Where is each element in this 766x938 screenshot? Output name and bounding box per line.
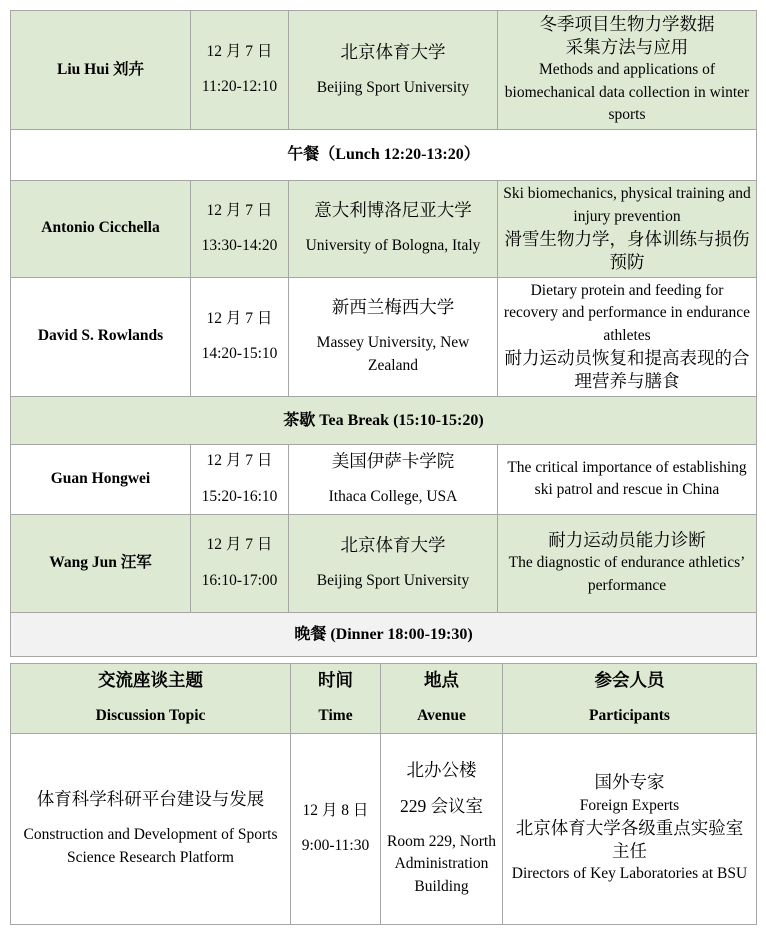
affiliation-en: University of Bologna, Italy xyxy=(305,237,481,255)
topic-line: 采集方法与应用 xyxy=(565,37,689,58)
session-date: 12 月 7 日 xyxy=(206,42,273,60)
session-datetime-cell xyxy=(191,277,289,396)
discussion-time: 9:00-11:30 xyxy=(301,837,370,855)
table-row xyxy=(11,180,757,277)
speaker-name-cell: David S. Rowlands xyxy=(11,277,191,396)
tea-break-cell: 茶歇 Tea Break (15:10-15:20) xyxy=(11,396,757,444)
lunch-break-cell: 午餐（Lunch 12:20-13:20） xyxy=(11,129,757,180)
table-row xyxy=(11,612,757,656)
avenue-line: 北办公楼 xyxy=(406,759,477,780)
discussion-avenue-cell xyxy=(381,733,503,924)
header-participants-cell xyxy=(503,663,757,733)
topic-line: performance xyxy=(587,576,667,594)
affiliation-zh: 北京体育大学 xyxy=(340,41,446,62)
sessions-table xyxy=(10,10,757,657)
discussion-header-row xyxy=(11,663,757,733)
discussion-participants-cell xyxy=(503,733,757,924)
table-row xyxy=(11,11,757,130)
avenue-line: 229 会议室 xyxy=(399,795,484,816)
session-time: 13:30-14:20 xyxy=(201,237,278,255)
topic-cell xyxy=(498,277,757,396)
affiliation-cell xyxy=(289,277,498,396)
speaker-name-cell: Wang Jun 汪军 xyxy=(11,514,191,612)
topic-cell xyxy=(498,180,757,277)
session-time: 14:20-15:10 xyxy=(201,345,278,363)
affiliation-en: Beijing Sport University xyxy=(316,78,470,96)
session-datetime-cell xyxy=(191,444,289,514)
avenue-line: Room 229, North Administration Building xyxy=(387,832,496,895)
header-time-en: Time xyxy=(318,706,353,724)
topic-cell xyxy=(498,444,757,514)
session-datetime-cell xyxy=(191,514,289,612)
table-row xyxy=(11,514,757,612)
affiliation-zh: 美国伊萨卡学院 xyxy=(331,450,455,471)
discussion-topic-en: Construction and Development of Sports Science Research Platform xyxy=(23,826,278,866)
topic-line: Ski biomechanics, physical training and injury prevention xyxy=(503,185,751,225)
session-date: 12 月 7 日 xyxy=(206,309,273,327)
topic-line: Dietary protein and feeding for recovery and performance in endurance athletes xyxy=(503,281,751,344)
topic-line: 耐力运动员恢复和提高表现的合理营养与膳食 xyxy=(504,348,750,392)
topic-line: Methods and applications of biomechanical data collection in winter sports xyxy=(504,61,750,124)
discussion-topic-cell xyxy=(11,733,291,924)
discussion-row xyxy=(11,733,757,924)
topic-cell xyxy=(498,514,757,612)
session-date: 12 月 7 日 xyxy=(206,201,273,219)
discussion-date: 12 月 8 日 xyxy=(302,801,369,819)
header-topic-zh: 交流座谈主题 xyxy=(98,669,203,690)
table-row xyxy=(11,277,757,396)
session-time: 16:10-17:00 xyxy=(201,571,278,589)
topic-line: 滑雪生物力学，身体训练与损伤预防 xyxy=(504,228,750,273)
header-discussion-topic-cell xyxy=(11,663,291,733)
participants-line: Directors of Key Laboratories at BSU xyxy=(511,865,748,883)
header-time-zh: 时间 xyxy=(318,669,353,690)
header-time-cell xyxy=(291,663,381,733)
affiliation-en: Ithaca College, USA xyxy=(328,487,458,505)
header-participants-zh: 参会人员 xyxy=(594,669,665,690)
table-row xyxy=(11,444,757,514)
affiliation-zh: 北京体育大学 xyxy=(340,534,446,555)
participants-line: 国外专家 xyxy=(594,772,665,793)
session-time: 11:20-12:10 xyxy=(201,78,278,96)
topic-line: 耐力运动员能力诊断 xyxy=(548,530,706,551)
session-date: 12 月 7 日 xyxy=(206,536,273,554)
affiliation-cell xyxy=(289,514,498,612)
speaker-name-cell: Antonio Cicchella xyxy=(11,180,191,277)
header-avenue-cell xyxy=(381,663,503,733)
affiliation-zh: 意大利博洛尼亚大学 xyxy=(314,200,472,221)
topic-line: The critical importance of establishing ski patrol and rescue in China xyxy=(507,458,747,499)
session-datetime-cell xyxy=(191,180,289,277)
speaker-name-cell: Guan Hongwei xyxy=(11,444,191,514)
header-avenue-en: Avenue xyxy=(417,706,466,724)
affiliation-cell xyxy=(289,11,498,130)
session-date: 12 月 7 日 xyxy=(206,452,273,470)
affiliation-zh: 新西兰梅西大学 xyxy=(331,297,455,318)
dinner-break-cell: 晚餐 (Dinner 18:00-19:30) xyxy=(11,612,757,656)
participants-line: Foreign Experts xyxy=(579,796,680,814)
discussion-table xyxy=(10,663,757,925)
table-row xyxy=(11,129,757,180)
topic-line: The diagnostic of endurance athletics’ xyxy=(508,554,746,572)
session-time: 15:20-16:10 xyxy=(201,487,278,505)
discussion-topic-zh: 体育科学科研平台建设与发展 xyxy=(36,789,265,810)
header-participants-en: Participants xyxy=(589,706,670,724)
topic-cell xyxy=(498,11,757,130)
session-datetime-cell xyxy=(191,11,289,130)
topic-line: 冬季项目生物力学数据 xyxy=(539,14,715,34)
header-topic-en: Discussion Topic xyxy=(95,706,206,724)
discussion-datetime-cell xyxy=(291,733,381,924)
affiliation-en: Beijing Sport University xyxy=(316,571,470,589)
table-row xyxy=(11,396,757,444)
affiliation-cell xyxy=(289,180,498,277)
speaker-name-cell: Liu Hui 刘卉 xyxy=(11,11,191,130)
participants-line: 北京体育大学各级重点实验室主任 xyxy=(515,818,744,862)
header-avenue-zh: 地点 xyxy=(424,669,459,690)
affiliation-en: Massey University, New Zealand xyxy=(316,334,470,374)
affiliation-cell xyxy=(289,444,498,514)
